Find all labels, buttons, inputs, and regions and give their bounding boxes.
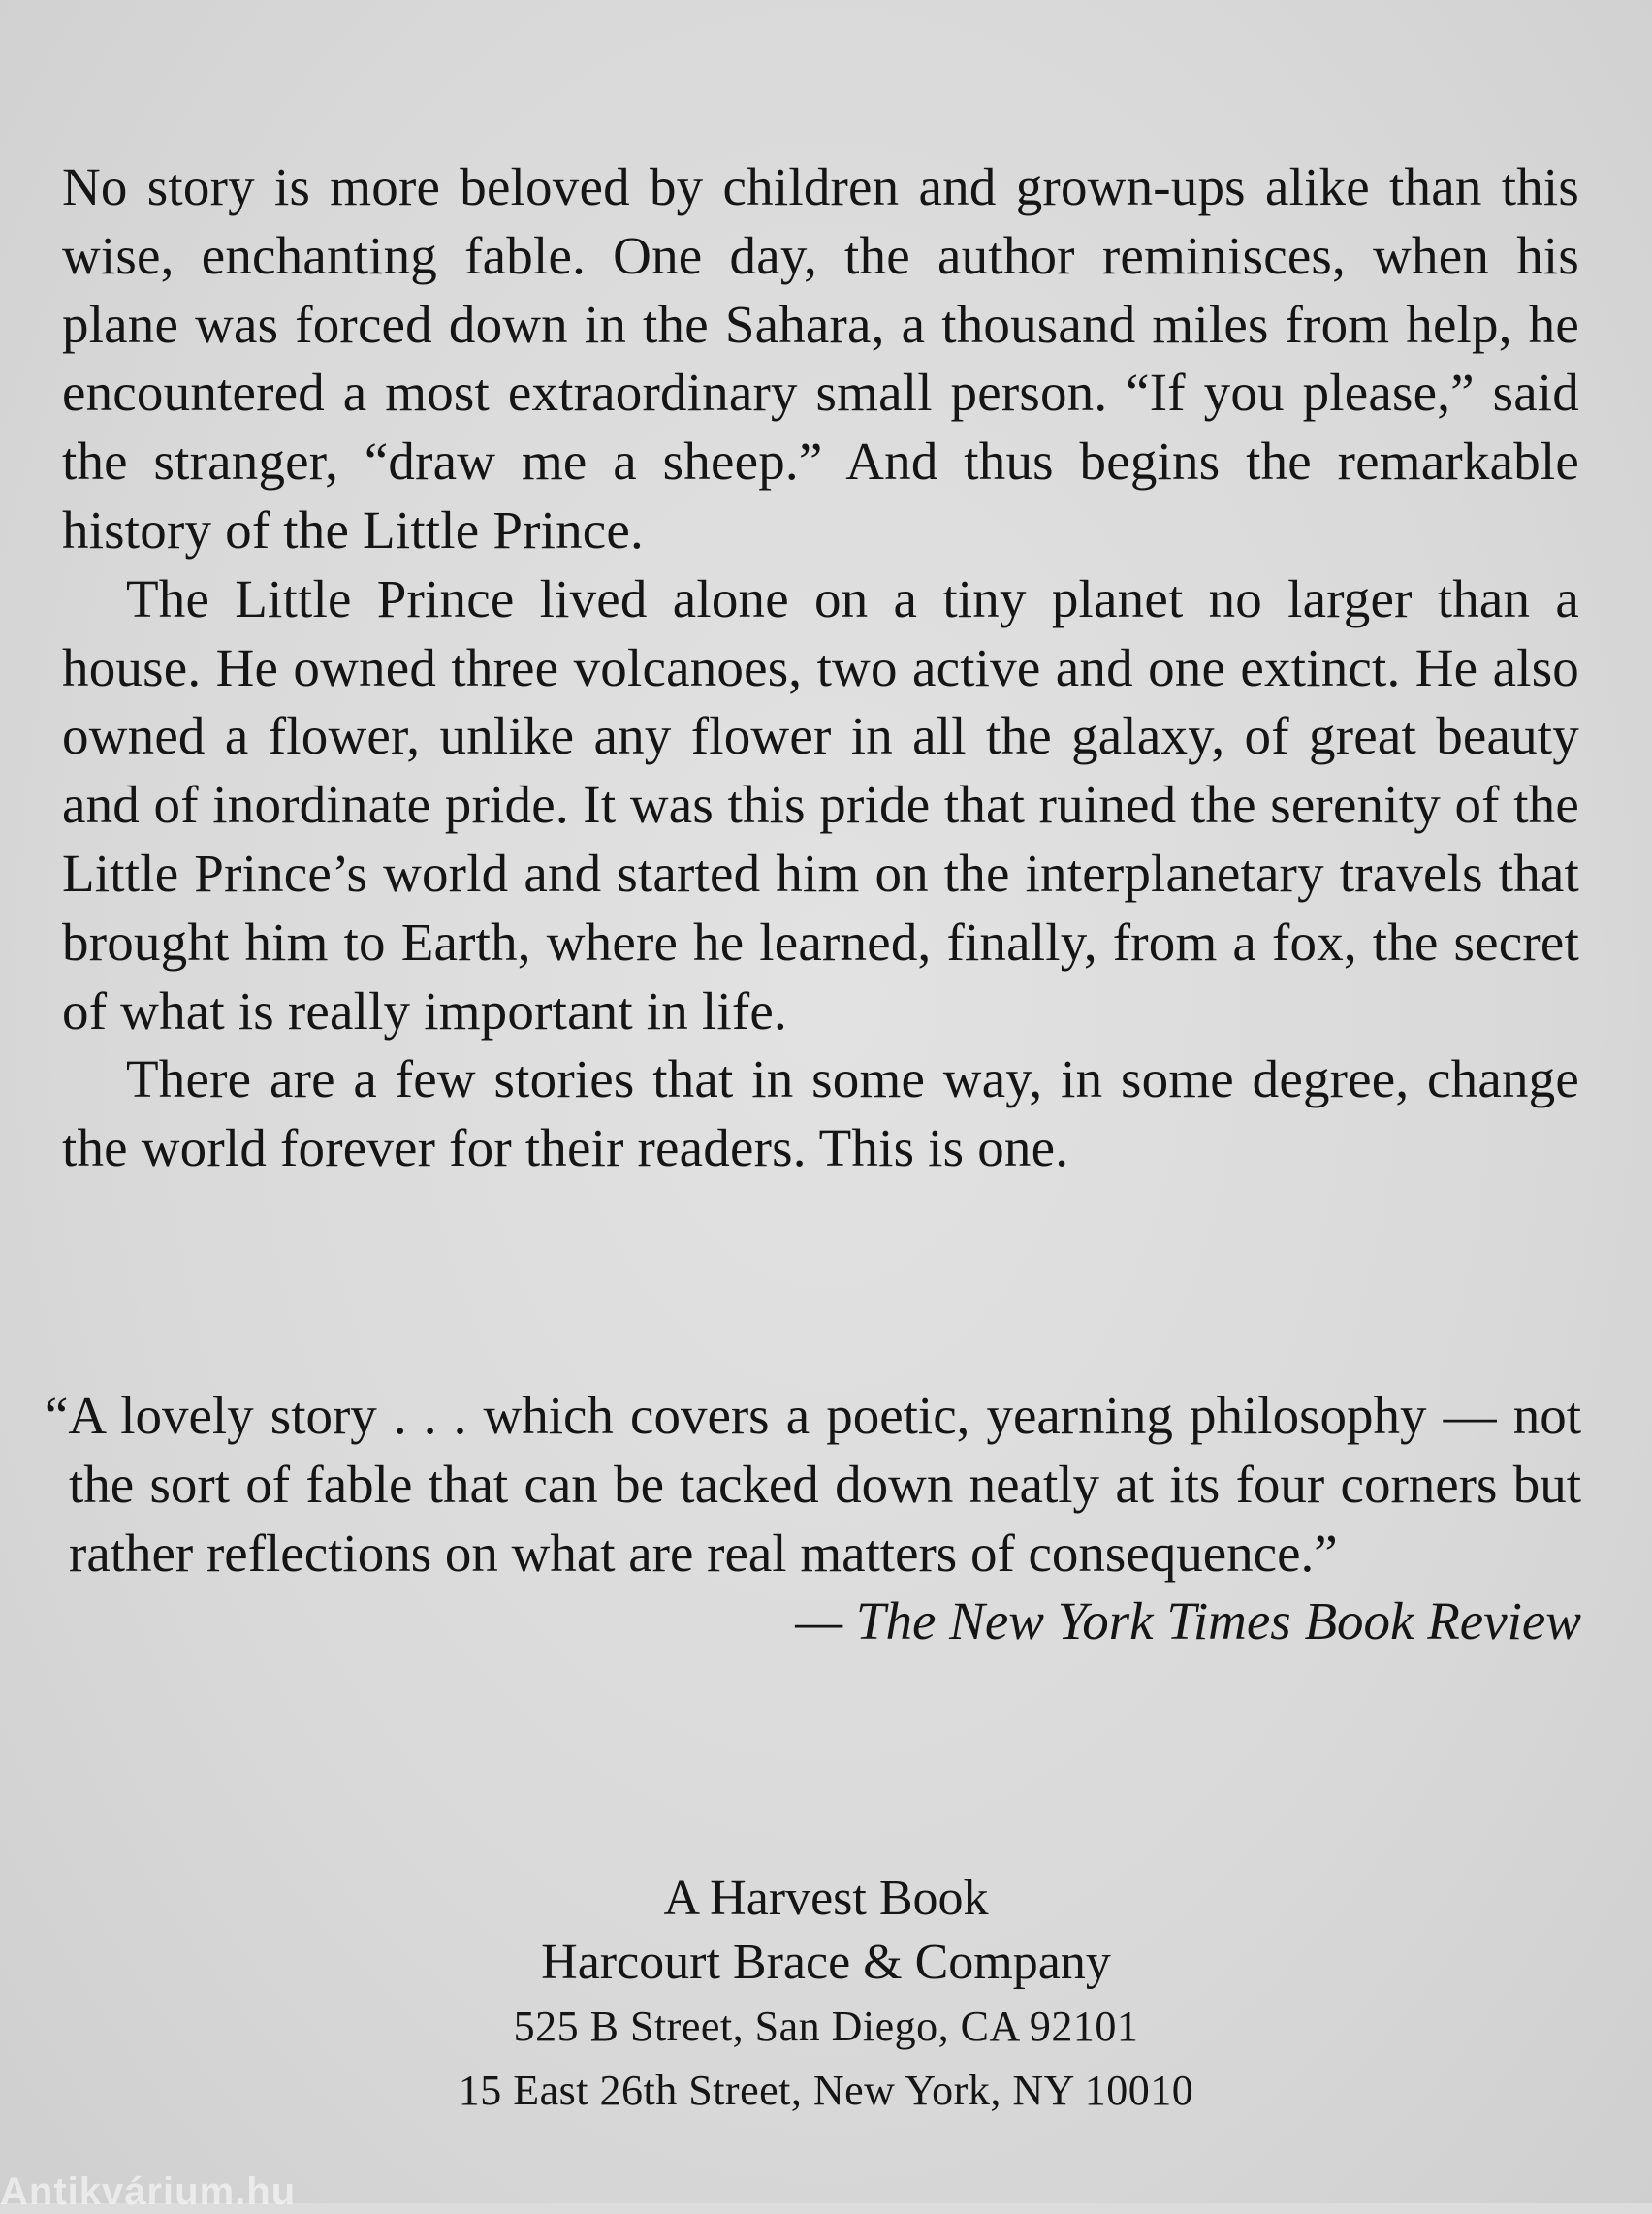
imprint-name: A Harvest Book [663, 1871, 989, 1926]
publisher-address-1: 525 B Street, San Diego, CA 92101 [513, 2003, 1139, 2050]
blurb-paragraph-1: No story is more beloved by children and grown-ups alike than this wise, enchanting fable. One day, the author reminisces, when his plane was forced down in the Sahara, a thousand miles from help, he encountered a most extraordinary small person. “If you please,” said the stranger, “draw me a sheep.” And thus begins the remarkable history of the Little Prince. [62, 157, 1579, 560]
review-quote-block [45, 1382, 1581, 1656]
review-quote-text: “A lovely story . . . which covers a poetic, yearning philosophy — not the sort of fable that can be tacked down neatly at its four corners but rather reflections on what are real matters of consequence.” [45, 1386, 1581, 1583]
review-attribution: — The New York Times Book Review [795, 1591, 1581, 1652]
publisher-name: Harcourt Brace & Company [541, 1935, 1111, 1990]
watermark: Antikvárium.hu [0, 2170, 297, 2213]
review-quote [45, 1382, 1581, 1652]
blurb-paragraph-3: There are a few stories that in some way, in some degree, change the world forever for their readers. This is one. [62, 1049, 1579, 1178]
blurb-paragraph-2: The Little Prince lived alone on a tiny planet no larger than a house. He owned three volcanoes, two active and one extinct. He also owned a flower, unlike any flower in all the galaxy, of great beauty and of inordinate pride. It was this pride that ruined the serenity of the Little Prince’s world and started him on the interplanetary travels that brought him to Earth, where he learned, finally, from a fox, the secret of what is really important in life. [62, 568, 1579, 1041]
book-blurb [62, 153, 1579, 1183]
publisher-info [0, 1867, 1652, 2123]
publisher-address-2: 15 East 26th Street, New York, NY 10010 [458, 2067, 1194, 2114]
